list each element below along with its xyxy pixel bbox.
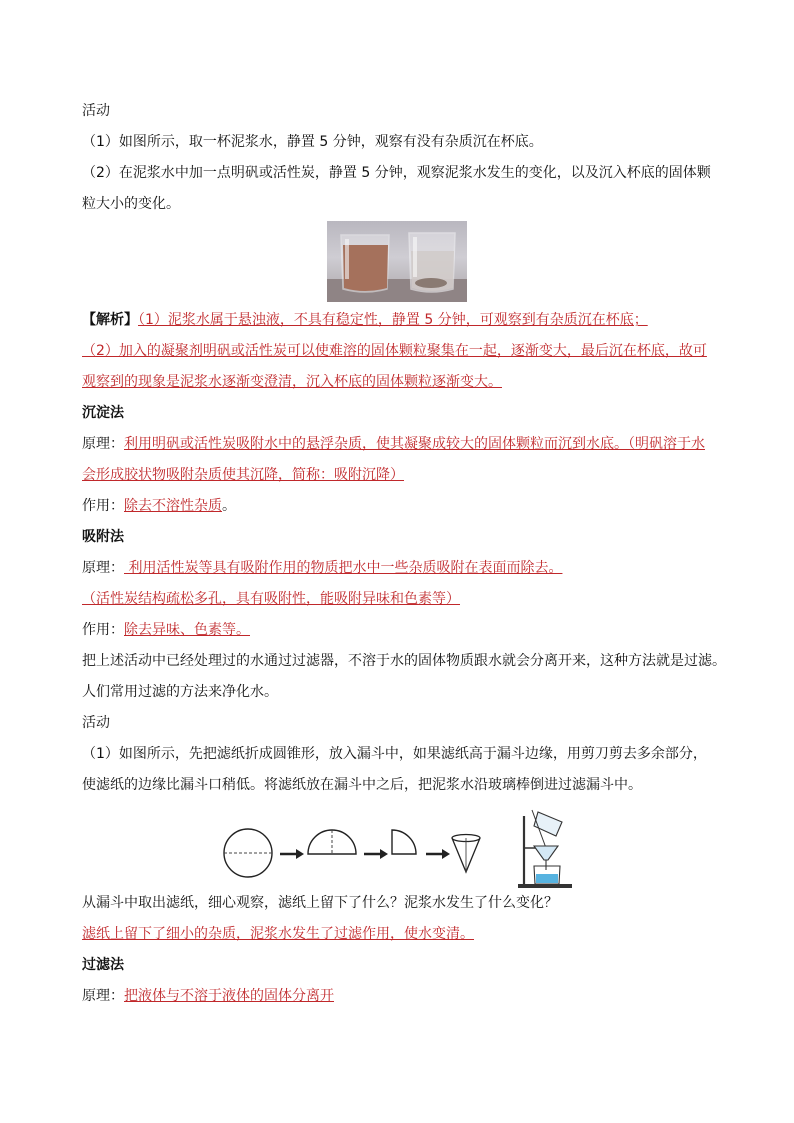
sedimentation-effect: [82, 491, 714, 522]
filter-paper-folding-diagram: [222, 808, 574, 890]
arrow-icon: [364, 849, 388, 859]
sedimentation-principle-cont: 会形成胶状物吸附杂质使其沉降，简称：吸附沉降）: [82, 467, 404, 483]
analysis-label: 【解析】: [82, 312, 138, 328]
adsorption-principle: [82, 553, 714, 584]
arrow-icon: [280, 849, 304, 859]
filtration-principle: [82, 981, 714, 1012]
question-line: 从漏斗中取出滤纸，细心观察，滤纸上留下了什么？泥浆水发生了什么变化？: [82, 895, 558, 911]
adsorption-principle-text: 利用活性炭等具有吸附作用的物质把水中一些杂质吸附在表面而除去。: [124, 560, 563, 576]
activity-1-step-2: （2）在泥浆水中加一点明矾或活性炭，静置 5 分钟，观察泥浆水发生的变化，以及沉入杯底的固体颗: [82, 165, 711, 181]
principle-label: 原理：: [82, 560, 124, 576]
answer-line: 滤纸上留下了细小的杂质，泥浆水发生了过滤作用，使水变清。: [82, 926, 474, 942]
filtration-apparatus: [518, 810, 572, 888]
activity-1-step-2-cont: 粒大小的变化。: [82, 196, 180, 212]
sedimentation-principle: [82, 429, 714, 460]
sedimentation-principle-text: 利用明矾或活性炭吸附水中的悬浮杂质，使其凝聚成较大的固体颗粒而沉到水底。（明矾溶于水: [124, 436, 705, 452]
filter-paper-half: [308, 830, 356, 854]
analysis-text-1: （1）泥浆水属于悬浊液，不具有稳定性，静置 5 分钟，可观察到有杂质沉在杯底；: [138, 312, 648, 328]
effect-label: 作用：: [82, 498, 124, 514]
filter-paper-quarter: [392, 830, 416, 854]
analysis-line-1: [82, 305, 714, 336]
principle-label: 原理：: [82, 988, 124, 1004]
filter-paper-cone: [452, 835, 480, 873]
sedimentation-effect-text: 除去不溶性杂质: [124, 498, 222, 514]
adsorption-effect: [82, 615, 714, 646]
effect-label: 作用：: [82, 622, 124, 638]
activity-1-step-1: （1）如图所示，取一杯泥浆水，静置 5 分钟，观察有没有杂质沉在杯底。: [82, 134, 543, 150]
principle-label: 原理：: [82, 436, 124, 452]
activity-2-step-1: （1）如图所示，先把滤纸折成圆锥形，放入漏斗中，如果滤纸高于漏斗边缘，用剪刀剪去多余部分，: [82, 746, 707, 762]
heading-adsorption: 吸附法: [82, 529, 124, 545]
heading-sedimentation: 沉淀法: [82, 405, 124, 421]
filtration-principle-text: 把液体与不溶于液体的固体分离开: [124, 988, 334, 1004]
arrow-icon: [426, 849, 450, 859]
activity-2-step-1-cont: 使滤纸的边缘比漏斗口稍低。将滤纸放在漏斗中之后，把泥浆水沿玻璃棒倒进过滤漏斗中。: [82, 777, 642, 793]
filter-paper-circle: [224, 829, 272, 877]
analysis-line-2: （2）加入的凝聚剂明矾或活性炭可以使难溶的固体颗粒聚集在一起，逐渐变大，最后沉在杯底，故可: [82, 343, 707, 359]
adsorption-note: （活性炭结构疏松多孔，具有吸附性，能吸附异味和色素等）: [82, 591, 460, 607]
heading-filtration: 过滤法: [82, 957, 124, 973]
heading-activity-2: 活动: [82, 715, 110, 731]
analysis-line-3: 观察到的现象是泥浆水逐渐变澄清，沉入杯底的固体颗粒逐渐变大。: [82, 374, 502, 390]
beakers-photo: [327, 221, 467, 302]
filtration-intro-2: 人们常用过滤的方法来净化水。: [82, 684, 278, 700]
filtration-intro-1: 把上述活动中已经处理过的水通过过滤器，不溶于水的固体物质跟水就会分离开来，这种方法就是过滤。: [82, 653, 726, 669]
adsorption-effect-text: 除去异味、色素等。: [124, 622, 250, 638]
heading-activity-1: 活动: [82, 103, 110, 119]
effect-period: 。: [222, 498, 236, 514]
